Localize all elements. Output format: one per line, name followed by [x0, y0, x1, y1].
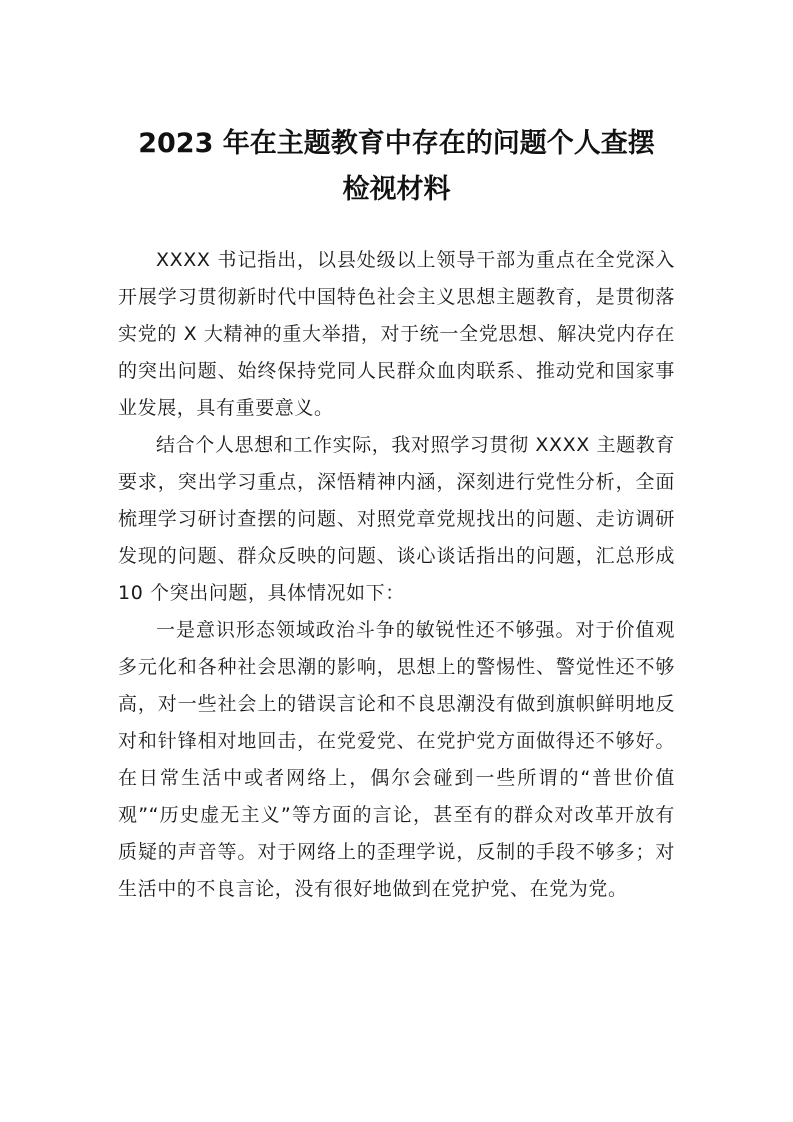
document-title-line1: 2023 年在主题教育中存在的问题个人查摆	[138, 128, 655, 159]
paragraph-overview: 结合个人思想和工作实际，我对照学习贯彻 XXXX 主题教育要求，突出学习重点，深悟精神内涵，深刻进行党性分析，全面梳理学习研讨查摆的问题、对照党章党规找出的问题、走访调研发现的问题、群众反映的问题、谈心谈话指出的问题，汇总形成 10 个突出问题，具体情况如下：	[118, 434, 675, 604]
document-body	[118, 242, 675, 908]
paragraph-intro: XXXX 书记指出，以县处级以上领导干部为重点在全党深入开展学习贯彻新时代中国特色社会主义思想主题教育，是贯彻落实党的 X 大精神的重大举措，对于统一全党思想、解决党内存在的突出问题、始终保持党同人民群众血肉联系、推动党和国家事业发展，具有重要意义。	[118, 249, 675, 419]
document-title-line2: 检视材料	[342, 174, 451, 205]
paragraph-issue-one: 一是意识形态领域政治斗争的敏锐性还不够强。对于价值观多元化和各种社会思潮的影响，思想上的警惕性、警觉性还不够高，对一些社会上的错误言论和不良思潮没有做到旗帜鲜明地反对和针锋相对地回击，在党爱党、在党护党方面做得还不够好。在日常生活中或者网络上，偶尔会碰到一些所谓的“普世价值观”“历史虚无主义”等方面的言论，甚至有的群众对改革开放有质疑的声音等。对于网络上的歪理学说，反制的手段不够多；对生活中的不良言论，没有很好地做到在党护党、在党为党。	[118, 619, 675, 900]
